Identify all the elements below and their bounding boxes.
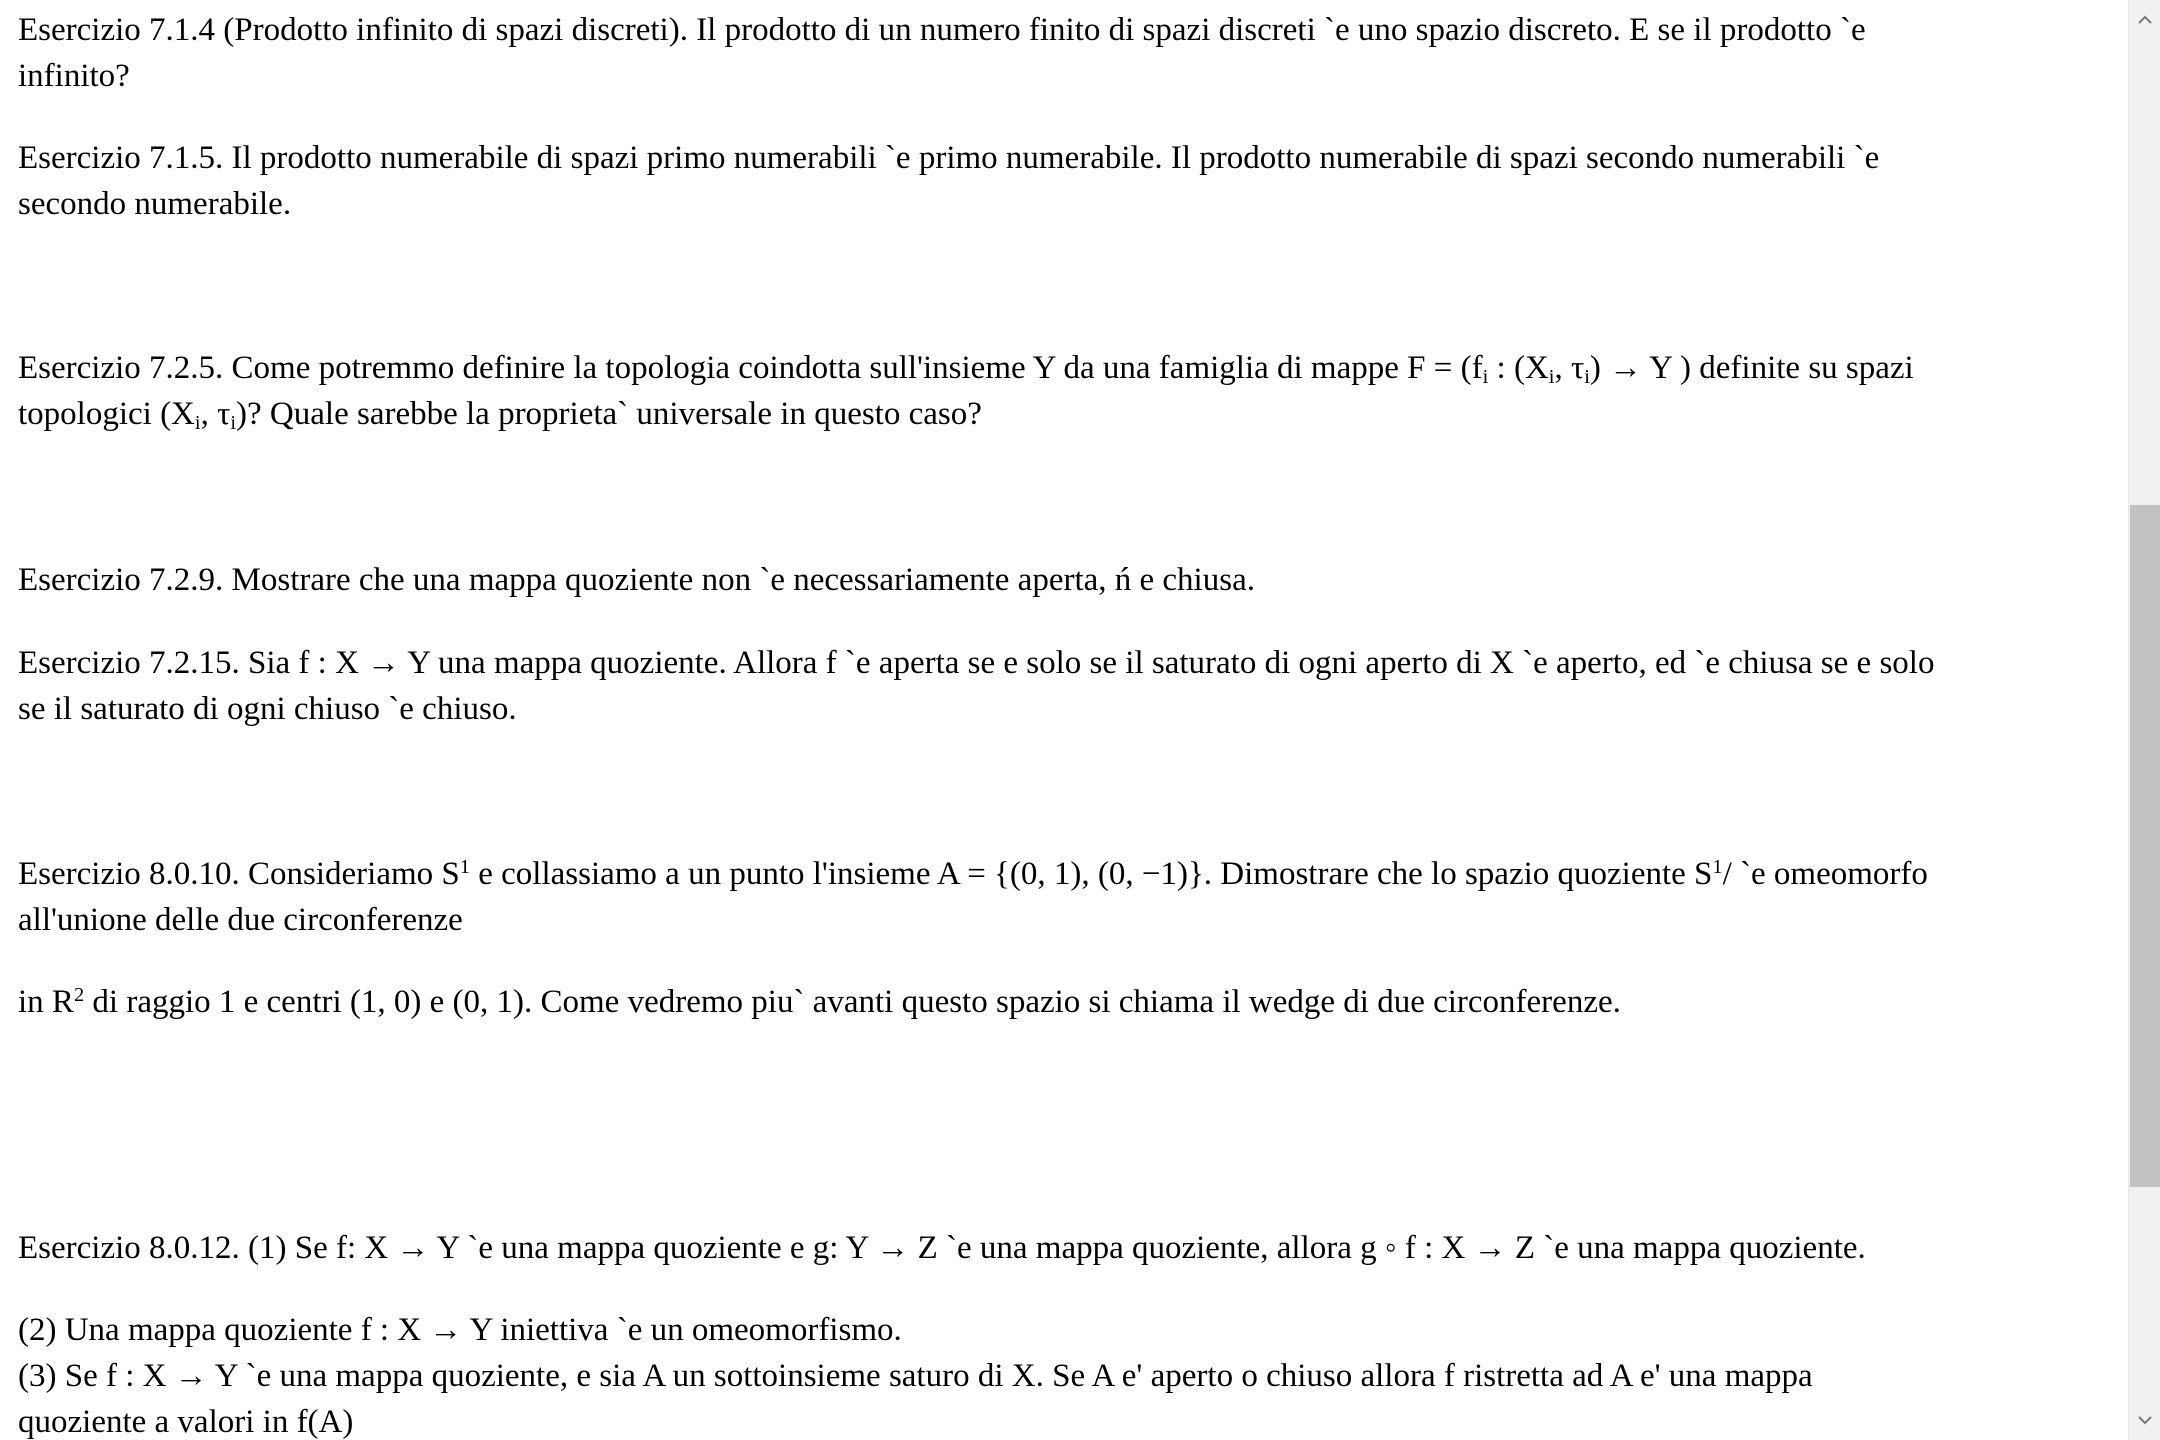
exercise-7-2-5-text: Esercizio 7.2.5. Come potremmo definire la topologia coindotta sull'insieme Y da una famiglia di mappe F = (f — [18, 350, 1483, 386]
chevron-up-icon[interactable] — [2129, 4, 2160, 36]
exercise-8-0-10-text: e collassiamo a un punto l'insieme A = {(0, 1), (0, −1)}. Dimostrare che lo spazio quoziente S — [469, 856, 1713, 892]
exercise-8-0-10-line-1 — [18, 851, 1928, 897]
exercise-7-2-15-line-2: se il saturato di ogni chiuso `e chiuso. — [18, 691, 517, 727]
exercise-7-2-15 — [18, 640, 1934, 732]
subscript-i: i — [230, 412, 237, 435]
exercise-7-2-5-line-1 — [18, 345, 1914, 391]
exercise-8-0-10 — [18, 851, 1928, 943]
subscript-i: i — [1548, 366, 1555, 389]
exercise-7-2-5-text: : (X — [1488, 350, 1549, 386]
exercise-8-0-12 — [18, 1225, 1866, 1271]
exercise-7-2-9-line-1: Esercizio 7.2.9. Mostrare che una mappa quoziente non `e necessariamente aperta, ń e chiusa. — [18, 562, 1255, 598]
subscript-i: i — [1482, 366, 1489, 389]
exercise-7-1-4 — [18, 7, 1866, 99]
exercise-8-0-12-line-2: (2) Una mappa quoziente f : X → Y iniettiva `e un omeomorfismo. — [18, 1312, 902, 1348]
exercise-7-2-5-text: , τ — [200, 396, 231, 432]
subscript-i: i — [1584, 366, 1590, 389]
superscript-1: 1 — [1712, 855, 1723, 878]
superscript-1: 1 — [459, 855, 470, 878]
superscript-2: 2 — [73, 983, 85, 1006]
exercise-8-0-12-parts — [18, 1307, 1813, 1440]
exercise-8-0-10-line-3 — [18, 979, 1621, 1025]
vertical-scrollbar[interactable] — [2128, 0, 2160, 1440]
exercise-8-0-10-text: in R — [18, 984, 74, 1020]
exercise-7-2-15-line-1: Esercizio 7.2.15. Sia f : X → Y una mappa quoziente. Allora f `e aperta se e solo se il saturato di ogni aperto di X `e aperto, ed `e chiusa se e solo — [18, 645, 1935, 681]
exercise-8-0-12-line-3: (3) Se f : X → Y `e una mappa quoziente, e sia A un sottoinsieme saturo di X. Se A e' aperto o chiuso allora f ristretta ad A e' una mappa — [18, 1358, 1813, 1394]
subscript-i: i — [194, 412, 201, 435]
exercise-8-0-10-text: / `e omeomorfo — [1722, 856, 1928, 892]
exercise-7-1-5-line-1: Esercizio 7.1.5. Il prodotto numerabile di spazi primo numerabili `e primo numerabile. Il prodotto numerabile di spazi secondo numerabili `e — [18, 140, 1880, 176]
exercise-8-0-10-text: Esercizio 8.0.10. Consideriamo S — [18, 856, 460, 892]
exercise-7-2-5-text: ) → Y ) definite su spazi — [1589, 350, 1914, 386]
chevron-down-icon[interactable] — [2129, 1404, 2160, 1436]
exercise-8-0-10-continued — [18, 979, 1621, 1025]
exercise-8-0-12-line-4: quoziente a valori in f(A) — [18, 1404, 354, 1440]
exercise-7-2-5-text: , τ — [1554, 350, 1585, 386]
exercise-7-2-5 — [18, 345, 1914, 437]
exercise-8-0-10-line-2: all'unione delle due circonferenze — [18, 902, 463, 938]
exercise-7-1-4-line-1: Esercizio 7.1.4 (Prodotto infinito di spazi discreti). Il prodotto di un numero finito di spazi discreti `e uno spazio discreto. E se il prodotto `e — [18, 12, 1866, 48]
exercise-8-0-12-line-1: Esercizio 8.0.12. (1) Se f: X → Y `e una mappa quoziente e g: Y → Z `e una mappa quoziente, allora g ◦ f : X → Z `e una mappa quoziente. — [18, 1230, 1866, 1266]
exercise-7-2-9 — [18, 557, 1255, 603]
exercise-7-2-5-line-2 — [18, 391, 1914, 437]
exercise-7-1-4-line-2: infinito? — [18, 58, 130, 94]
scrollbar-thumb[interactable] — [2130, 505, 2160, 1187]
exercise-7-2-5-text: topologici (X — [18, 396, 195, 432]
exercise-7-1-5 — [18, 135, 1879, 227]
exercise-7-2-5-text: )? Quale sarebbe la proprieta` universale in questo caso? — [236, 396, 982, 432]
exercise-7-1-5-line-2: secondo numerabile. — [18, 186, 292, 222]
exercise-8-0-10-text: di raggio 1 e centri (1, 0) e (0, 1). Come vedremo piu` avanti questo spazio si chiama il wedge di due circonferenze. — [84, 984, 1621, 1020]
